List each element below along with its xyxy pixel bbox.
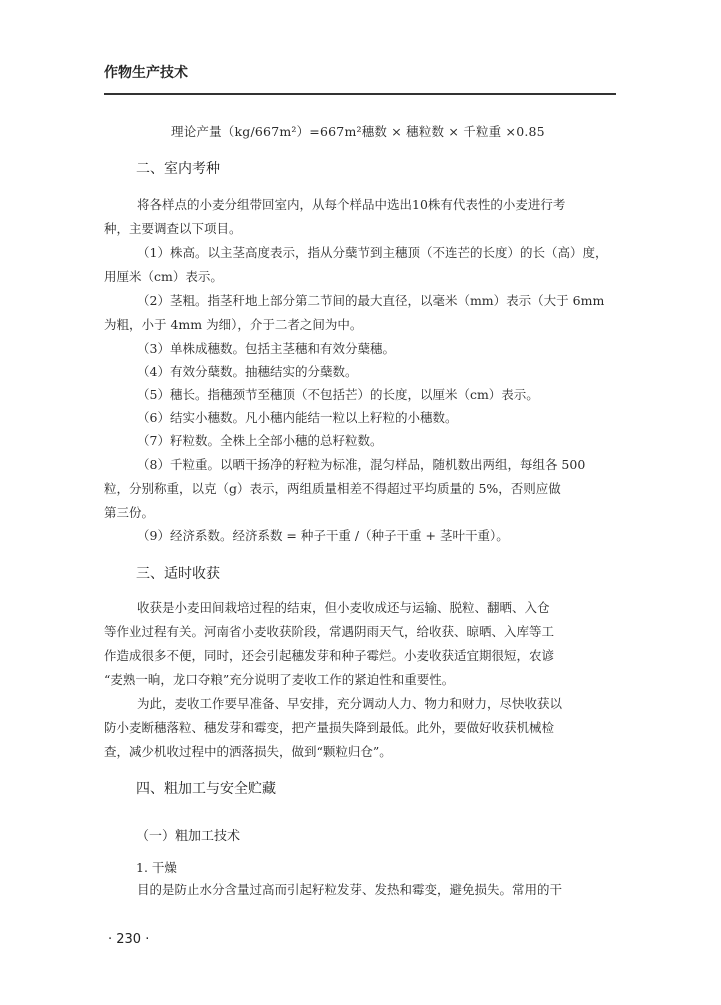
text-line: “麦熟一晌，龙口夺粮”充分说明了麦收工作的紧迫性和重要性。 bbox=[104, 672, 455, 687]
text-line: （8）千粒重。以晒干扬净的籽粒为标准，混匀样品，随机数出两组，每组各 500 bbox=[137, 457, 586, 472]
text-line: 第三份。 bbox=[104, 505, 155, 520]
running-header-title: 作物生产技术 bbox=[104, 65, 188, 81]
numbered-item-heading: 1. 干燥 bbox=[136, 860, 177, 875]
yield-formula: 理论产量（kg/667m²）=667m²穗数 × 穗粒数 × 千粒重 ×0.85 bbox=[171, 124, 545, 139]
text-line: 目的是防止水分含量过高而引起籽粒发芽、发热和霉变，避免损失。常用的干 bbox=[137, 882, 563, 897]
text-line: （7）籽粒数。全株上全部小穗的总籽粒数。 bbox=[137, 433, 383, 448]
paragraph-item-5 bbox=[104, 383, 617, 407]
paragraph-s3-2 bbox=[104, 692, 617, 764]
section-heading-2: 二、室内考种 bbox=[136, 161, 220, 177]
text-line: （9）经济系数。经济系数 = 种子干重 /（种子干重 + 茎叶干重）。 bbox=[137, 528, 509, 543]
paragraph-item-7 bbox=[104, 429, 617, 453]
text-line: （3）单株成穗数。包括主茎穗和有效分蘖穗。 bbox=[137, 341, 395, 356]
text-line: （5）穗长。指穗颈节至穗顶（不包括芒）的长度，以厘米（cm）表示。 bbox=[137, 387, 539, 402]
text-line: （6）结实小穗数。凡小穗内能结一粒以上籽粒的小穗数。 bbox=[137, 410, 458, 425]
section-heading-4: 四、粗加工与安全贮藏 bbox=[136, 781, 276, 797]
text-line: 查，减少机收过程中的洒落损失，做到“颗粒归仓”。 bbox=[104, 744, 392, 759]
text-line: 为粗，小于 4mm 为细），介于二者之间为中。 bbox=[104, 317, 363, 332]
text-line: 等作业过程有关。河南省小麦收获阶段，常遇阴雨天气，给收获、晾晒、入库等工 bbox=[104, 624, 555, 639]
text-line: 作造成很多不便，同时，还会引起穗发芽和种子霉烂。小麦收获适宜期很短，农谚 bbox=[104, 648, 555, 663]
paragraph-item-2 bbox=[104, 289, 617, 337]
text-line: （2）茎粗。指茎秆地上部分第二节间的最大直径，以毫米（mm）表示（大于 6mm bbox=[137, 293, 605, 308]
page-number: · 230 · bbox=[108, 932, 150, 947]
text-line: 粒，分别称重，以克（g）表示，两组质量相差不得超过平均质量的 5%，否则应做 bbox=[104, 481, 561, 496]
paragraph-s4-1 bbox=[104, 878, 617, 902]
text-line: 将各样点的小麦分组带回室内，从每个样品中选出10株有代表性的小麦进行考 bbox=[137, 197, 566, 212]
paragraph-item-6 bbox=[104, 406, 617, 430]
section-heading-3: 三、适时收获 bbox=[136, 566, 220, 582]
text-line: （1）株高。以主茎高度表示，指从分蘖节到主穗顶（不连芒的长度）的长（高）度， bbox=[137, 245, 608, 260]
paragraph-s2-intro bbox=[104, 193, 617, 241]
paragraph-item-1 bbox=[104, 241, 617, 289]
paragraph-item-9 bbox=[104, 524, 617, 548]
text-line: 用厘米（cm）表示。 bbox=[104, 269, 223, 284]
paragraph-item-4 bbox=[104, 360, 617, 384]
text-line: 种，主要调查以下项目。 bbox=[104, 221, 242, 236]
subsection-heading-1: （一）粗加工技术 bbox=[136, 829, 241, 844]
paragraph-item-3 bbox=[104, 337, 617, 361]
text-line: 收获是小麦田间栽培过程的结束，但小麦收成还与运输、脱粒、翻晒、入仓 bbox=[137, 600, 550, 615]
text-line: 防小麦断穗落粒、穗发芽和霉变，把产量损失降到最低。此外，要做好收获机械检 bbox=[104, 720, 555, 735]
paragraph-item-8 bbox=[104, 453, 617, 525]
text-line: （4）有效分蘖数。抽穗结实的分蘖数。 bbox=[137, 364, 358, 379]
text-line: 为此，麦收工作要早准备、早安排，充分调动人力、物力和财力，尽快收获以 bbox=[137, 696, 563, 711]
paragraph-s3-1 bbox=[104, 596, 617, 692]
header-divider bbox=[104, 93, 616, 95]
